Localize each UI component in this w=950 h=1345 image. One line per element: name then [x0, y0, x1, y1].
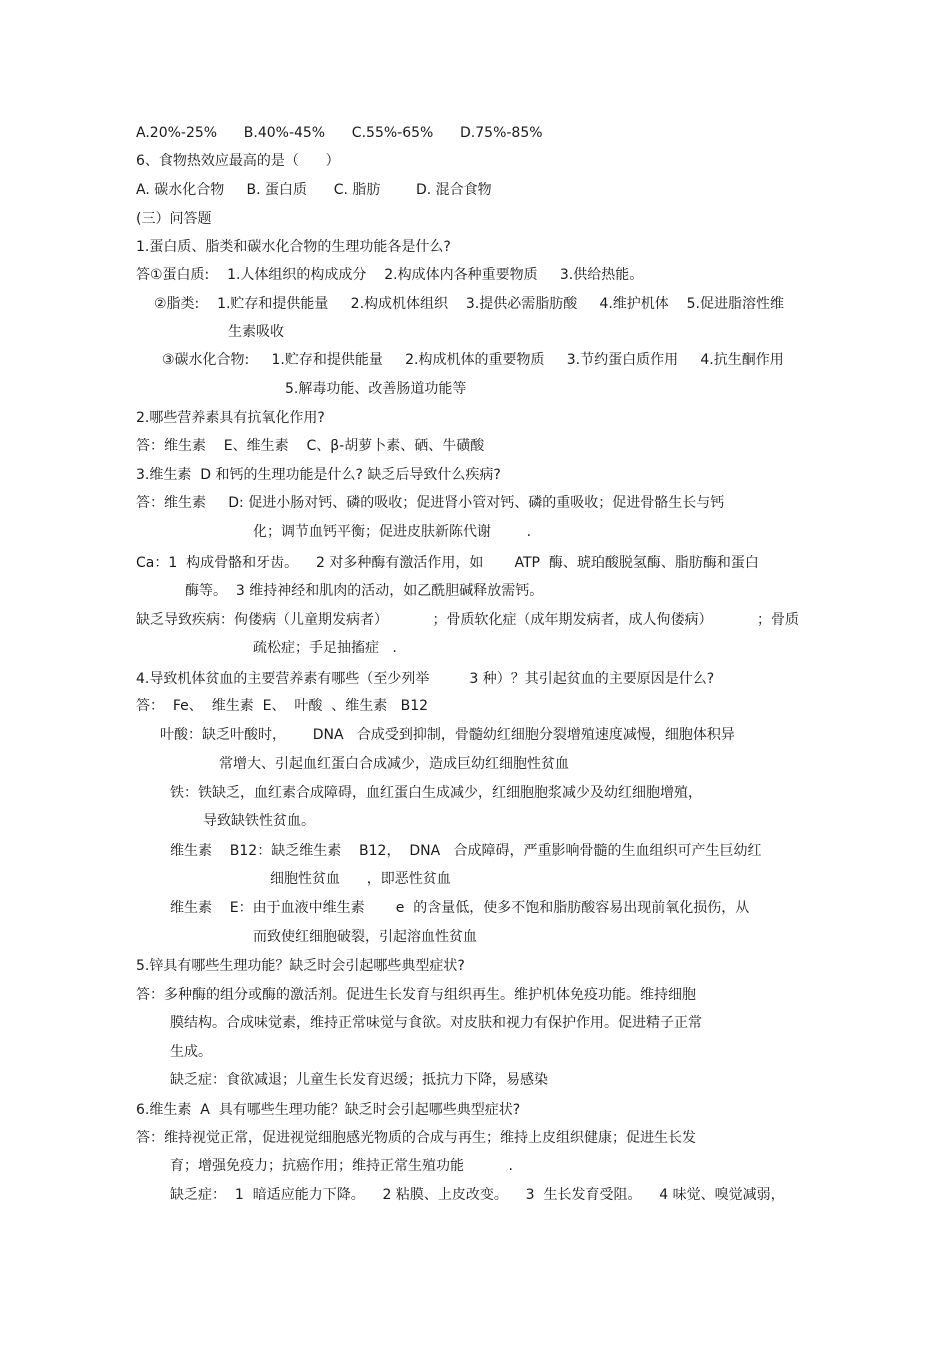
answer-4-b12-cont: 细胞性贫血 ，即恶性贫血: [270, 871, 451, 887]
answer-6-deficiency: 缺乏症： 1 暗适应能力下降。 2 粘膜、上皮改变。 3 生长发育受阻。 4 味觉、嗅觉减弱，: [170, 1187, 785, 1203]
answer-5-deficiency: 缺乏症：食欲减退；儿童生长发育迟缓；抵抗力下降，易感染: [170, 1072, 548, 1088]
answer-3-ca-cont: 酶等。 3 维持神经和肌肉的活动，如乙酰胆碱释放需钙。: [185, 583, 544, 599]
answer-6-cont: 育；增强免疫力；抗癌作用；维持正常生殖功能 .: [170, 1158, 513, 1174]
question-6-vita: 6.维生素 A 具有哪些生理功能？缺乏时会引起哪些典型症状?: [136, 1102, 521, 1118]
question-4: 4.导致机体贫血的主要营养素有哪些（至少列举 3 种）？其引起贫血的主要原因是什么?: [136, 671, 715, 687]
answer-1-carb: ③碳水化合物: 1.贮存和提供能量 2.构成机体的重要物质 3.节约蛋白质作用 4.抗生酮作用: [162, 352, 784, 368]
answer-3-vitd-cont: 化；调节血钙平衡；促进皮肤新陈代谢 .: [253, 524, 532, 540]
question-6: 6、食物热效应最高的是（ ）: [136, 153, 340, 169]
question-5: 5.锌具有哪些生理功能？缺乏时会引起哪些典型症状?: [136, 958, 465, 974]
question-1: 1.蛋白质、脂类和碳水化合物的生理功能各是什么?: [136, 239, 451, 255]
answer-4-iron-cont: 导致缺铁性贫血。: [203, 813, 315, 829]
answer-6: 答：维持视觉正常，促进视觉细胞感光物质的合成与再生；维持上皮组织健康；促进生长发: [136, 1130, 696, 1146]
answer-4-vite: 维生素 E：由于血液中维生素 e 的含量低，使多不饱和脂肪酸容易出现前氧化损伤，从: [170, 900, 750, 916]
answer-1-carb-cont: 5.解毒功能、改善肠道功能等: [285, 381, 467, 397]
answer-4: 答： Fe、 维生素 E、 叶酸 、维生素 B12: [136, 698, 429, 714]
answer-1-lipid: ②脂类: 1.贮存和提供能量 2.构成机体组织 3.提供必需脂肪酸 4.维护机体 5.促进脂溶性维: [154, 296, 784, 312]
question-2: 2.哪些营养素具有抗氧化作用?: [136, 410, 325, 426]
answer-2: 答：维生素 E、维生素 C、β-胡萝卜素、硒、牛磺酸: [136, 438, 485, 454]
answer-1-protein: 答①蛋白质: 1.人体组织的构成成分 2.构成体内各种重要物质 3.供给热能。: [136, 267, 644, 283]
answer-5-cont-2: 生成。: [170, 1044, 212, 1060]
answer-3-vitd: 答：维生素 D: 促进小肠对钙、磷的吸收；促进肾小管对钙、磷的重吸收；促进骨骼生长与钙: [136, 495, 725, 511]
answer-4-folate: 叶酸：缺乏叶酸时， DNA 合成受到抑制，骨髓幼红细胞分裂增殖速度减慢，细胞体积异: [160, 727, 735, 743]
answer-4-iron: 铁：铁缺乏，血红素合成障碍，血红蛋白生成减少，红细胞胞浆减少及幼红细胞增殖，: [170, 785, 702, 801]
answer-options-6: A. 碳水化合物 B. 蛋白质 C. 脂肪 D. 混合食物: [136, 182, 492, 198]
answer-4-b12: 维生素 B12：缺乏维生素 B12， DNA 合成障碍，严重影响骨髓的生血组织可产生巨幼红: [170, 843, 762, 859]
question-3: 3.维生素 D 和钙的生理功能是什么? 缺乏后导致什么疾病?: [136, 467, 501, 483]
answer-4-vite-cont: 而致使红细胞破裂，引起溶血性贫血: [253, 929, 477, 945]
answer-4-folate-cont: 常增大、引起血红蛋白合成减少，造成巨幼红细胞性贫血: [219, 756, 569, 772]
answer-options-5: A.20%-25% B.40%-45% C.55%-65% D.75%-85%: [136, 125, 543, 141]
answer-3-disease: 缺乏导致疾病：佝偻病（儿童期发病者） ；骨质软化症（成年期发病者，成人佝偻病） ；骨质: [136, 612, 800, 628]
section-heading: (三）问答题: [136, 211, 212, 227]
answer-5-cont-1: 膜结构。合成味觉素，维持正常味觉与食欲。对皮肤和视力有保护作用。促进精子正常: [170, 1015, 702, 1031]
answer-3-ca: Ca：1 构成骨骼和牙齿。 2 对多种酶有激活作用，如 ATP 酶、琥珀酸脱氢酶、脂肪酶和蛋白: [136, 555, 759, 571]
answer-5: 答：多种酶的组分或酶的激活剂。促进生长发育与组织再生。维护机体免疫功能。维持细胞: [136, 987, 696, 1003]
answer-1-lipid-cont: 生素吸收: [228, 324, 284, 340]
answer-3-disease-cont: 疏松症；手足抽搐症 .: [253, 640, 397, 656]
